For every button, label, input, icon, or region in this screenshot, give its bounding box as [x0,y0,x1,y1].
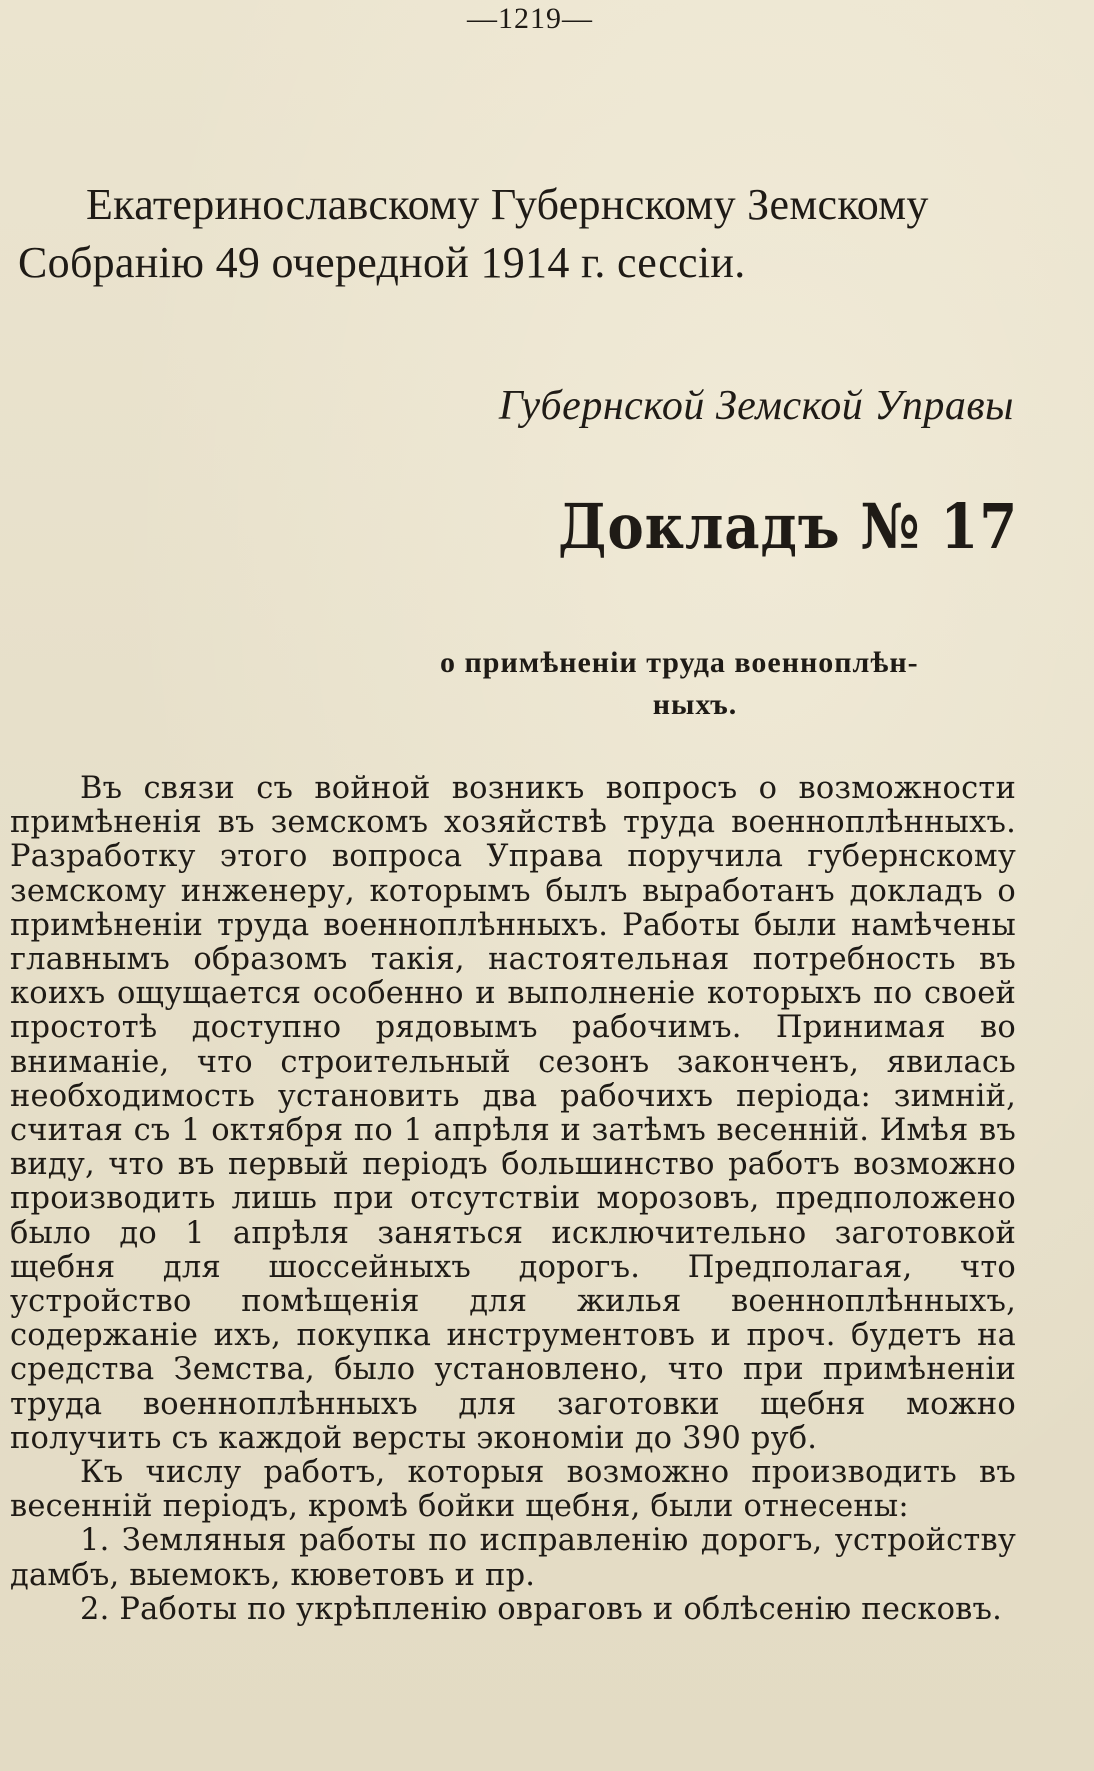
body-text [10,772,1016,1627]
paragraph-2: Къ числу работъ, которыя возможно производить въ весенній періодъ, кромѣ бойки щебня, были отнесены: [10,1455,1016,1525]
heading-line-2: Собранію 49 очередной 1914 г. сессіи. [18,238,746,287]
list-item-2: 2. Работы по укрѣпленію овраговъ и облѣсенію песковъ. [80,1591,1003,1627]
subject-line-1: о примѣненіи труда военноплѣн- [440,646,919,679]
page-number: —1219— [467,2,593,35]
document-heading [18,176,1018,292]
subject-line-2: ныхъ. [652,688,738,721]
paragraph-1: Въ связи съ войной возникъ вопросъ о возможности примѣненія въ земскомъ хозяйствѣ труда военноплѣнныхъ. Разработку этого вопроса Управа поручила губернскому земскому инженеру, которымъ былъ выработанъ докладъ о примѣненіи труда военноплѣнныхъ. Работы были намѣчены главнымъ образомъ такія, настоятельная потребность въ коихъ ощущается особенно и выполненіе которыхъ по своей простотѣ доступно рядовымъ рабочимъ. Принимая во вниманіе, что строительный сезонъ законченъ, явилась необходимость установить два рабочихъ періода: зимній, считая съ 1 октября по 1 апрѣля и затѣмъ весенній. Имѣя въ виду, что въ первый періодъ большинство работъ возможно производить лишь при отсутствіи морозовъ, предположено было до 1 апрѣля заняться исключительно заготовкой щебня для шоссейныхъ дорогъ. Предполагая, что устройство помѣщенія для жилья военноплѣнныхъ, содержаніе ихъ, покупка инструментовъ и проч. будетъ на средства Земства, было установлено, что при примѣненіи труда военноплѣнныхъ для заготовки щебня можно получить съ каждой версты экономіи до 390 руб. [10,771,1016,1456]
report-title: Докладъ № 17 [558,490,1019,563]
list-item-1: 1. Земляныя работы по исправленію дорогъ, устройству дамбъ, выемокъ, кюветовъ и пр. [10,1523,1016,1593]
issuing-authority: Губернской Земской Управы [498,383,1014,429]
report-subject [440,642,1020,726]
heading-line-1: Екатеринославскому Губернскому Земскому [86,180,929,229]
